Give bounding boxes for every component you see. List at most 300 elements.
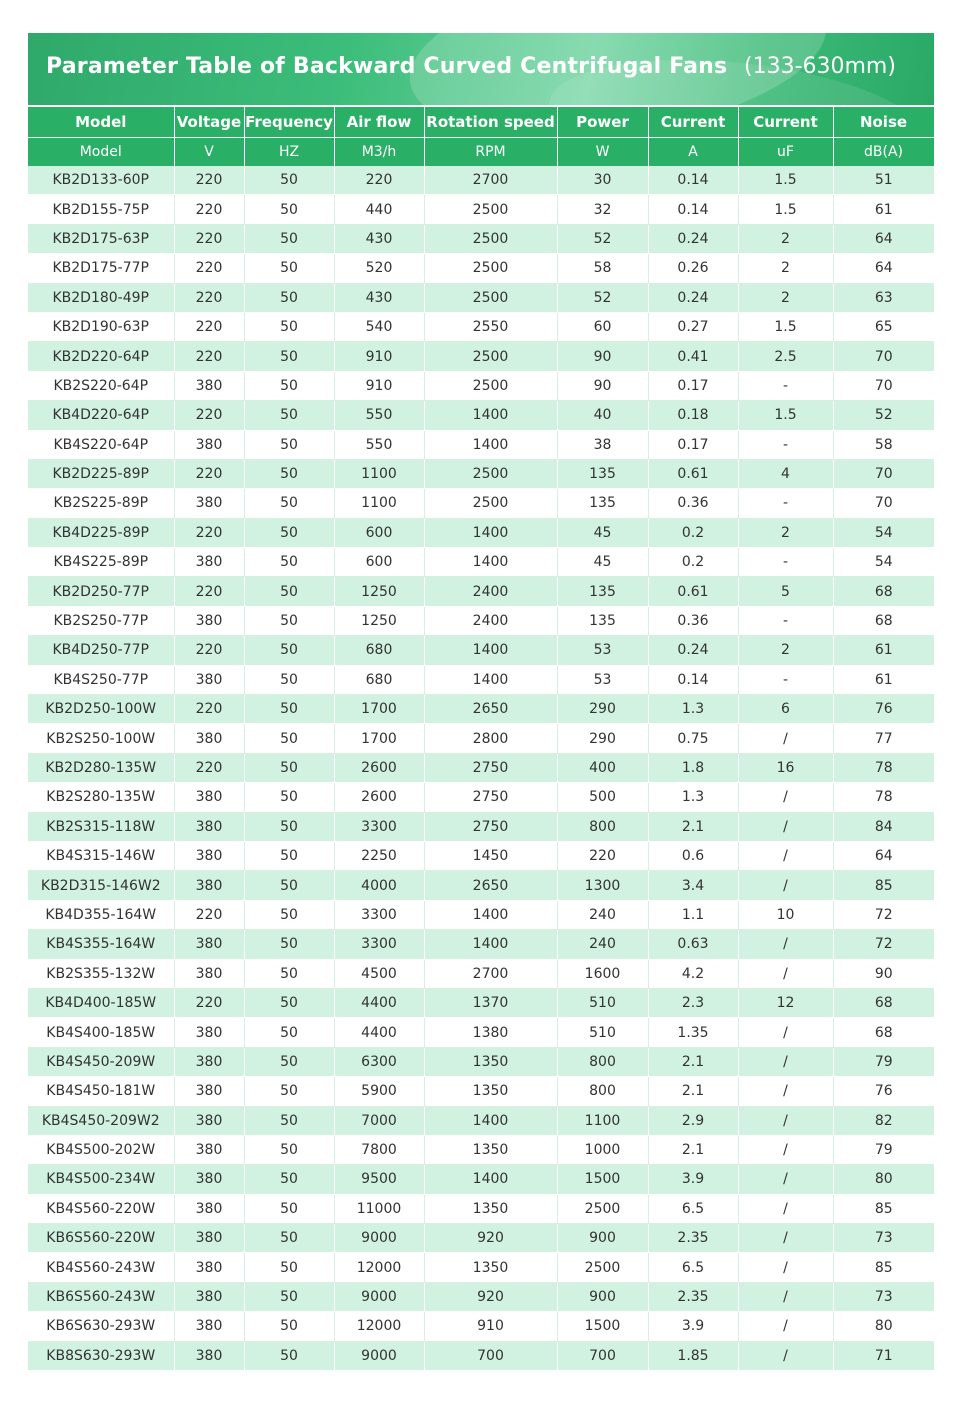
table-row [28, 430, 934, 459]
cell-power: 90 [557, 371, 648, 400]
cell-frequency: 50 [244, 224, 334, 253]
cell-current-uf: 6 [738, 695, 833, 724]
unit-model: Model [28, 138, 174, 167]
cell-noise: 84 [833, 812, 934, 841]
cell-power: 510 [557, 988, 648, 1017]
cell-voltage: 220 [174, 459, 244, 488]
table-row [28, 518, 934, 547]
table-row [28, 1135, 934, 1164]
column-header-voltage: Voltage [174, 107, 244, 138]
cell-current-a: 3.9 [648, 1312, 738, 1341]
cell-air-flow: 3300 [334, 930, 424, 959]
cell-power: 53 [557, 665, 648, 694]
cell-model: KB4S315-146W [28, 841, 174, 870]
cell-current-uf: - [738, 430, 833, 459]
cell-model: KB4S560-220W [28, 1194, 174, 1223]
cell-air-flow: 6300 [334, 1047, 424, 1076]
cell-current-uf: / [738, 1194, 833, 1223]
cell-frequency: 50 [244, 988, 334, 1017]
cell-model: KB2D175-77P [28, 254, 174, 283]
cell-rotation-speed: 700 [424, 1341, 557, 1370]
cell-current-a: 0.36 [648, 489, 738, 518]
cell-air-flow: 430 [334, 283, 424, 312]
cell-noise: 76 [833, 1077, 934, 1106]
cell-current-uf: - [738, 489, 833, 518]
unit-current-uf: uF [738, 138, 833, 167]
cell-noise: 70 [833, 342, 934, 371]
cell-current-uf: 2 [738, 283, 833, 312]
table-row [28, 783, 934, 812]
cell-noise: 63 [833, 283, 934, 312]
cell-frequency: 50 [244, 871, 334, 900]
cell-power: 900 [557, 1224, 648, 1253]
cell-current-a: 0.24 [648, 636, 738, 665]
cell-rotation-speed: 1400 [424, 1165, 557, 1194]
cell-rotation-speed: 2550 [424, 312, 557, 341]
cell-current-a: 2.3 [648, 988, 738, 1017]
cell-frequency: 50 [244, 812, 334, 841]
cell-model: KB8S630-293W [28, 1341, 174, 1370]
table-row [28, 342, 934, 371]
cell-rotation-speed: 2500 [424, 489, 557, 518]
cell-air-flow: 540 [334, 312, 424, 341]
cell-frequency: 50 [244, 195, 334, 224]
cell-air-flow: 520 [334, 254, 424, 283]
cell-frequency: 50 [244, 900, 334, 929]
cell-power: 900 [557, 1282, 648, 1311]
table-row [28, 1341, 934, 1370]
cell-power: 2500 [557, 1194, 648, 1223]
cell-power: 1000 [557, 1135, 648, 1164]
cell-voltage: 380 [174, 1194, 244, 1223]
cell-noise: 76 [833, 695, 934, 724]
cell-rotation-speed: 2500 [424, 254, 557, 283]
unit-power: W [557, 138, 648, 167]
cell-air-flow: 4400 [334, 1018, 424, 1047]
cell-current-a: 3.9 [648, 1165, 738, 1194]
cell-rotation-speed: 2650 [424, 871, 557, 900]
cell-frequency: 50 [244, 1312, 334, 1341]
cell-power: 45 [557, 518, 648, 547]
cell-model: KB4S450-181W [28, 1077, 174, 1106]
cell-rotation-speed: 2500 [424, 342, 557, 371]
cell-air-flow: 550 [334, 401, 424, 430]
cell-current-uf: - [738, 548, 833, 577]
cell-rotation-speed: 1400 [424, 401, 557, 430]
cell-air-flow: 9000 [334, 1224, 424, 1253]
cell-current-a: 0.24 [648, 283, 738, 312]
cell-current-a: 0.14 [648, 166, 738, 195]
cell-current-a: 1.3 [648, 695, 738, 724]
cell-power: 60 [557, 312, 648, 341]
cell-power: 53 [557, 636, 648, 665]
cell-frequency: 50 [244, 783, 334, 812]
cell-current-uf: / [738, 959, 833, 988]
cell-current-a: 6.5 [648, 1194, 738, 1223]
cell-current-uf: / [738, 812, 833, 841]
cell-air-flow: 1100 [334, 489, 424, 518]
cell-rotation-speed: 2400 [424, 577, 557, 606]
cell-frequency: 50 [244, 665, 334, 694]
unit-noise: dB(A) [833, 138, 934, 167]
cell-frequency: 50 [244, 166, 334, 195]
cell-model: KB2S315-118W [28, 812, 174, 841]
cell-model: KB2S225-89P [28, 489, 174, 518]
cell-noise: 68 [833, 606, 934, 635]
cell-voltage: 220 [174, 988, 244, 1017]
table-row [28, 871, 934, 900]
cell-current-a: 0.41 [648, 342, 738, 371]
cell-rotation-speed: 2500 [424, 224, 557, 253]
cell-voltage: 220 [174, 518, 244, 547]
cell-voltage: 380 [174, 783, 244, 812]
cell-current-a: 0.61 [648, 459, 738, 488]
cell-voltage: 380 [174, 548, 244, 577]
table-row [28, 1224, 934, 1253]
cell-air-flow: 1700 [334, 695, 424, 724]
cell-current-uf: / [738, 1077, 833, 1106]
cell-voltage: 220 [174, 342, 244, 371]
cell-current-uf: 1.5 [738, 195, 833, 224]
cell-noise: 79 [833, 1135, 934, 1164]
table-row [28, 930, 934, 959]
cell-frequency: 50 [244, 1341, 334, 1370]
cell-current-a: 0.14 [648, 195, 738, 224]
cell-voltage: 220 [174, 283, 244, 312]
cell-current-uf: / [738, 930, 833, 959]
cell-power: 40 [557, 401, 648, 430]
cell-rotation-speed: 2500 [424, 195, 557, 224]
cell-noise: 61 [833, 665, 934, 694]
cell-noise: 77 [833, 724, 934, 753]
cell-rotation-speed: 2750 [424, 753, 557, 782]
cell-voltage: 380 [174, 724, 244, 753]
cell-air-flow: 4400 [334, 988, 424, 1017]
cell-model: KB2D220-64P [28, 342, 174, 371]
cell-rotation-speed: 1450 [424, 841, 557, 870]
cell-model: KB4D225-89P [28, 518, 174, 547]
cell-noise: 68 [833, 577, 934, 606]
cell-noise: 85 [833, 1194, 934, 1223]
table-row [28, 548, 934, 577]
cell-rotation-speed: 1400 [424, 636, 557, 665]
cell-air-flow: 910 [334, 342, 424, 371]
cell-rotation-speed: 920 [424, 1282, 557, 1311]
cell-model: KB4S450-209W2 [28, 1106, 174, 1135]
cell-frequency: 50 [244, 283, 334, 312]
cell-current-uf: / [738, 1282, 833, 1311]
cell-power: 700 [557, 1341, 648, 1370]
cell-current-a: 0.26 [648, 254, 738, 283]
cell-model: KB4S500-202W [28, 1135, 174, 1164]
table-row [28, 459, 934, 488]
cell-air-flow: 2250 [334, 841, 424, 870]
cell-rotation-speed: 1400 [424, 430, 557, 459]
cell-air-flow: 1250 [334, 577, 424, 606]
cell-rotation-speed: 2800 [424, 724, 557, 753]
cell-power: 135 [557, 459, 648, 488]
cell-frequency: 50 [244, 1282, 334, 1311]
cell-current-a: 1.1 [648, 900, 738, 929]
column-header-power: Power [557, 107, 648, 138]
cell-power: 32 [557, 195, 648, 224]
cell-current-a: 0.27 [648, 312, 738, 341]
cell-current-uf: / [738, 1106, 833, 1135]
cell-voltage: 220 [174, 166, 244, 195]
cell-current-uf: / [738, 1047, 833, 1076]
cell-voltage: 380 [174, 1135, 244, 1164]
cell-voltage: 220 [174, 753, 244, 782]
cell-frequency: 50 [244, 254, 334, 283]
unit-rotation-speed: RPM [424, 138, 557, 167]
cell-power: 1300 [557, 871, 648, 900]
cell-noise: 85 [833, 1253, 934, 1282]
cell-voltage: 380 [174, 606, 244, 635]
cell-voltage: 220 [174, 401, 244, 430]
cell-air-flow: 4500 [334, 959, 424, 988]
cell-model: KB2S280-135W [28, 783, 174, 812]
cell-model: KB4S225-89P [28, 548, 174, 577]
table-row [28, 1282, 934, 1311]
cell-frequency: 50 [244, 1165, 334, 1194]
unit-voltage: V [174, 138, 244, 167]
cell-air-flow: 1250 [334, 606, 424, 635]
cell-current-a: 2.1 [648, 1077, 738, 1106]
cell-air-flow: 910 [334, 371, 424, 400]
cell-air-flow: 680 [334, 636, 424, 665]
cell-noise: 72 [833, 930, 934, 959]
cell-voltage: 380 [174, 1165, 244, 1194]
table-row [28, 753, 934, 782]
cell-air-flow: 1100 [334, 459, 424, 488]
cell-current-a: 0.17 [648, 430, 738, 459]
cell-power: 2500 [557, 1253, 648, 1282]
cell-air-flow: 220 [334, 166, 424, 195]
cell-noise: 78 [833, 783, 934, 812]
cell-model: KB2S250-77P [28, 606, 174, 635]
cell-model: KB2D315-146W2 [28, 871, 174, 900]
cell-current-uf: / [738, 1253, 833, 1282]
cell-current-uf: / [738, 724, 833, 753]
cell-rotation-speed: 2700 [424, 959, 557, 988]
cell-model: KB6S630-293W [28, 1312, 174, 1341]
table-row [28, 1253, 934, 1282]
cell-model: KB4S250-77P [28, 665, 174, 694]
cell-rotation-speed: 1350 [424, 1194, 557, 1223]
cell-voltage: 380 [174, 489, 244, 518]
cell-voltage: 220 [174, 695, 244, 724]
cell-noise: 51 [833, 166, 934, 195]
cell-voltage: 380 [174, 1047, 244, 1076]
table-row [28, 254, 934, 283]
column-header-noise: Noise [833, 107, 934, 138]
table-row [28, 1018, 934, 1047]
table-row [28, 195, 934, 224]
cell-rotation-speed: 1350 [424, 1253, 557, 1282]
cell-noise: 54 [833, 518, 934, 547]
unit-current-a: A [648, 138, 738, 167]
cell-air-flow: 3300 [334, 900, 424, 929]
cell-air-flow: 11000 [334, 1194, 424, 1223]
table-row [28, 665, 934, 694]
cell-current-uf: - [738, 606, 833, 635]
cell-voltage: 380 [174, 1341, 244, 1370]
cell-model: KB4D400-185W [28, 988, 174, 1017]
cell-rotation-speed: 1350 [424, 1047, 557, 1076]
cell-frequency: 50 [244, 753, 334, 782]
cell-frequency: 50 [244, 606, 334, 635]
cell-model: KB2D250-77P [28, 577, 174, 606]
table-row [28, 636, 934, 665]
table-row [28, 1047, 934, 1076]
table-row [28, 695, 934, 724]
cell-frequency: 50 [244, 1194, 334, 1223]
cell-noise: 70 [833, 459, 934, 488]
cell-model: KB2D250-100W [28, 695, 174, 724]
column-header-air-flow: Air flow [334, 107, 424, 138]
cell-current-uf: - [738, 665, 833, 694]
cell-frequency: 50 [244, 371, 334, 400]
cell-rotation-speed: 2700 [424, 166, 557, 195]
table-body [28, 166, 934, 1371]
cell-air-flow: 9000 [334, 1341, 424, 1370]
cell-power: 45 [557, 548, 648, 577]
cell-voltage: 380 [174, 665, 244, 694]
cell-air-flow: 7800 [334, 1135, 424, 1164]
cell-model: KB2D180-49P [28, 283, 174, 312]
cell-voltage: 220 [174, 312, 244, 341]
cell-air-flow: 2600 [334, 753, 424, 782]
cell-noise: 72 [833, 900, 934, 929]
table-row [28, 1077, 934, 1106]
cell-noise: 65 [833, 312, 934, 341]
table-row [28, 312, 934, 341]
cell-current-a: 2.1 [648, 1047, 738, 1076]
table-row [28, 401, 934, 430]
cell-frequency: 50 [244, 430, 334, 459]
cell-rotation-speed: 1400 [424, 1106, 557, 1135]
cell-current-a: 0.2 [648, 548, 738, 577]
cell-noise: 58 [833, 430, 934, 459]
cell-rotation-speed: 1400 [424, 930, 557, 959]
cell-voltage: 380 [174, 1253, 244, 1282]
cell-rotation-speed: 2500 [424, 283, 557, 312]
cell-current-uf: / [738, 783, 833, 812]
cell-noise: 80 [833, 1165, 934, 1194]
cell-power: 290 [557, 724, 648, 753]
cell-noise: 64 [833, 841, 934, 870]
table-row [28, 841, 934, 870]
table-row [28, 1106, 934, 1135]
cell-current-uf: 5 [738, 577, 833, 606]
cell-voltage: 380 [174, 1224, 244, 1253]
cell-current-a: 3.4 [648, 871, 738, 900]
cell-air-flow: 680 [334, 665, 424, 694]
unit-air-flow: M3/h [334, 138, 424, 167]
cell-voltage: 380 [174, 1018, 244, 1047]
cell-power: 135 [557, 606, 648, 635]
cell-power: 220 [557, 841, 648, 870]
cell-power: 240 [557, 900, 648, 929]
cell-current-uf: 2 [738, 254, 833, 283]
cell-current-a: 0.18 [648, 401, 738, 430]
cell-current-uf: 2 [738, 636, 833, 665]
cell-air-flow: 430 [334, 224, 424, 253]
cell-current-a: 1.8 [648, 753, 738, 782]
cell-frequency: 50 [244, 1077, 334, 1106]
cell-current-a: 2.9 [648, 1106, 738, 1135]
cell-air-flow: 600 [334, 518, 424, 547]
cell-current-uf: - [738, 371, 833, 400]
cell-model: KB4S500-234W [28, 1165, 174, 1194]
cell-model: KB2S355-132W [28, 959, 174, 988]
cell-current-a: 0.24 [648, 224, 738, 253]
cell-noise: 79 [833, 1047, 934, 1076]
cell-current-uf: 2 [738, 224, 833, 253]
cell-power: 1500 [557, 1312, 648, 1341]
parameter-table [28, 107, 935, 1371]
cell-frequency: 50 [244, 518, 334, 547]
cell-frequency: 50 [244, 312, 334, 341]
cell-voltage: 380 [174, 1106, 244, 1135]
cell-rotation-speed: 2750 [424, 783, 557, 812]
cell-current-uf: 12 [738, 988, 833, 1017]
cell-frequency: 50 [244, 459, 334, 488]
table-row [28, 606, 934, 635]
units-row [28, 138, 934, 167]
cell-noise: 54 [833, 548, 934, 577]
cell-model: KB2S250-100W [28, 724, 174, 753]
cell-air-flow: 7000 [334, 1106, 424, 1135]
cell-air-flow: 12000 [334, 1312, 424, 1341]
cell-voltage: 380 [174, 871, 244, 900]
cell-rotation-speed: 2650 [424, 695, 557, 724]
cell-power: 400 [557, 753, 648, 782]
cell-air-flow: 3300 [334, 812, 424, 841]
cell-model: KB2S220-64P [28, 371, 174, 400]
cell-rotation-speed: 2400 [424, 606, 557, 635]
cell-model: KB2D155-75P [28, 195, 174, 224]
cell-voltage: 380 [174, 841, 244, 870]
cell-current-uf: / [738, 841, 833, 870]
cell-frequency: 50 [244, 1106, 334, 1135]
cell-rotation-speed: 1370 [424, 988, 557, 1017]
cell-rotation-speed: 1400 [424, 900, 557, 929]
column-header-model: Model [28, 107, 174, 138]
cell-voltage: 220 [174, 224, 244, 253]
cell-power: 290 [557, 695, 648, 724]
cell-current-a: 0.36 [648, 606, 738, 635]
cell-noise: 61 [833, 636, 934, 665]
cell-voltage: 220 [174, 636, 244, 665]
table-row [28, 371, 934, 400]
cell-current-uf: / [738, 1018, 833, 1047]
cell-current-uf: / [738, 1312, 833, 1341]
cell-voltage: 380 [174, 1312, 244, 1341]
cell-noise: 68 [833, 988, 934, 1017]
cell-noise: 68 [833, 1018, 934, 1047]
cell-model: KB4D250-77P [28, 636, 174, 665]
cell-current-uf: 4 [738, 459, 833, 488]
cell-current-uf: 10 [738, 900, 833, 929]
cell-current-uf: / [738, 1224, 833, 1253]
cell-current-uf: 16 [738, 753, 833, 782]
cell-current-a: 0.2 [648, 518, 738, 547]
cell-current-a: 2.35 [648, 1224, 738, 1253]
cell-rotation-speed: 1400 [424, 518, 557, 547]
table-row [28, 988, 934, 1017]
column-header-rotation-speed: Rotation speed [424, 107, 557, 138]
